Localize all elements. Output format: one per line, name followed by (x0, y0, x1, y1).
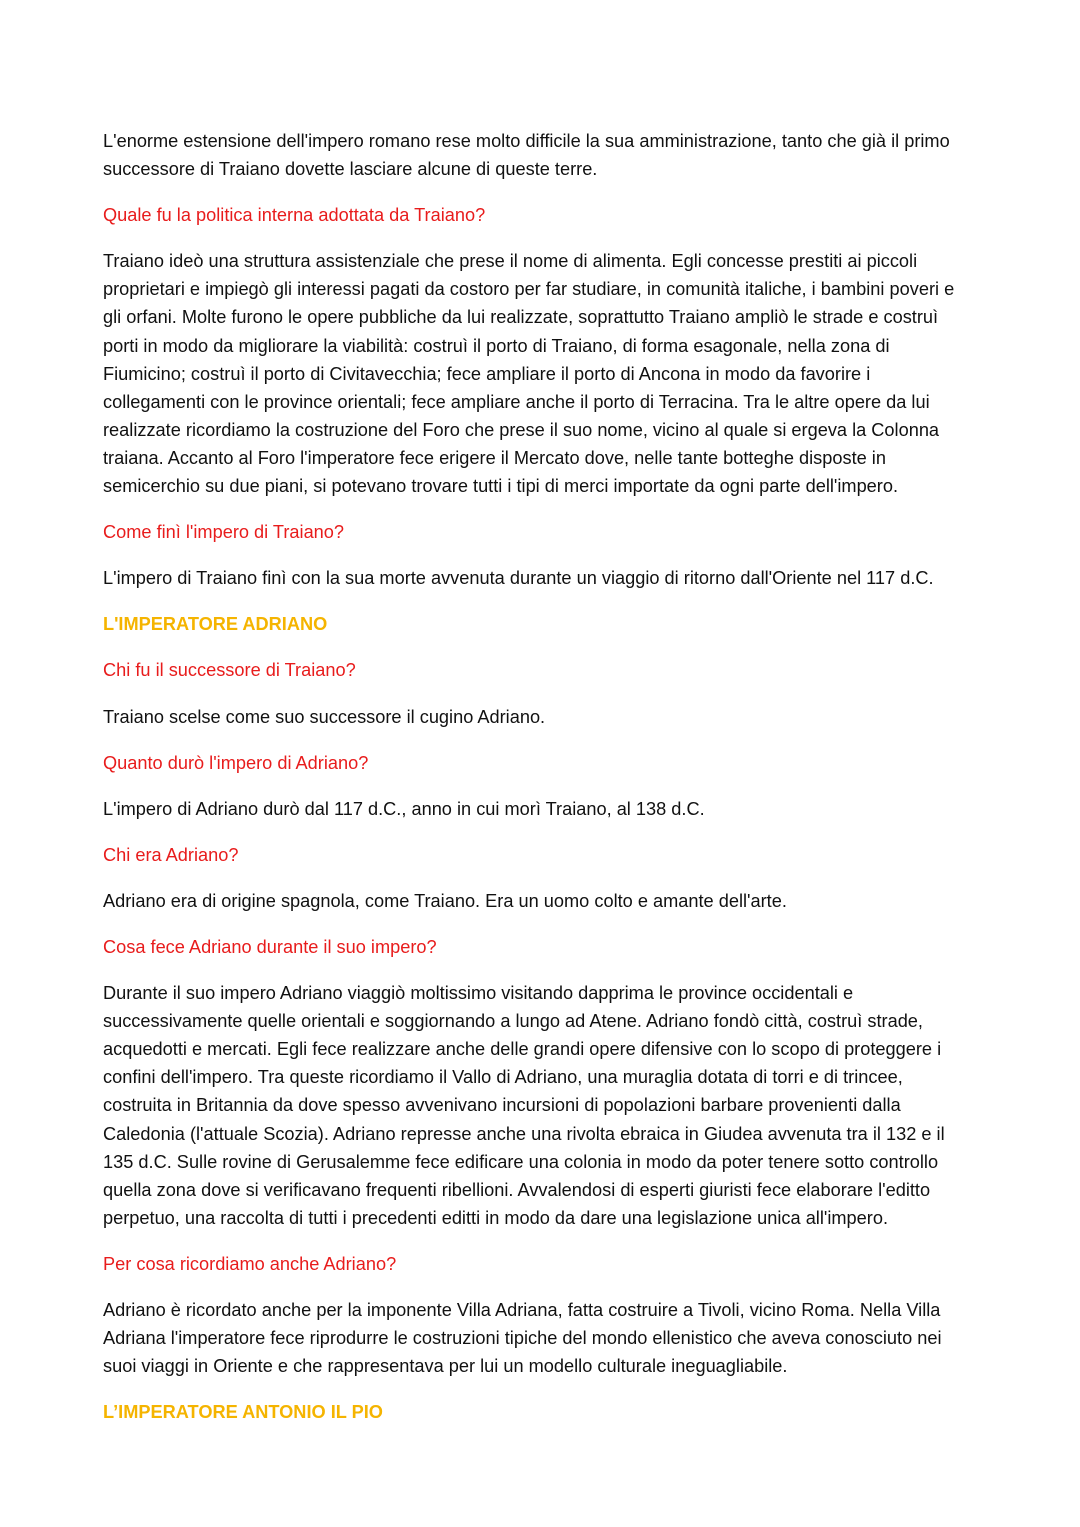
question-traiano-end: Come finì l'impero di Traiano? (103, 522, 345, 543)
paragraph-traiano-end: L'impero di Traiano finì con la sua morte avvenuta durante un viaggio di ritorno dall'Oriente nel 117 d.C. (103, 568, 934, 589)
paragraph-empire-administration: L'enorme estensione dell'impero romano rese molto difficile la sua amministrazione, tanto che già il primo successore di Traiano dovette lasciare alcune di queste terre. (103, 131, 950, 180)
paragraph-traiano-successor: Traiano scelse come suo successore il cugino Adriano. (103, 706, 546, 727)
question-who-was-adriano: Chi era Adriano? (103, 844, 239, 865)
document-page (103, 127, 983, 1444)
question-traiano-successor: Chi fu il successore di Traiano? (103, 660, 356, 681)
paragraph-adriano-deeds: Durante il suo impero Adriano viaggiò moltissimo visitando dapprima le province occidentali e successivamente quelle orientali e soggiornando a lungo ad Atene. Adriano fondò città, costruì strade, acquedotti e mercati. Egli fece realizzare anche delle grandi opere difensive con lo scopo di proteggere i confini dell'impero. Tra queste ricordiamo il Vallo di Adriano, una muraglia dotata di torri e di trincee, costruita in Britannia da dove spesso avvenivano incursioni di popolazioni barbare provenienti dalla Caledonia (l'attuale Scozia). Adriano represse anche una rivolta ebraica in Giudea avvenuta tra il 132 e il 135 d.C. Sulle rovine di Gerusalemme fece edificare una colonia in modo da poter tenere sotto controllo quella zona dove si verificavano frequenti ribellioni. Avvalendosi di esperti giuristi fece elaborare l'editto perpetuo, una raccolta di tutti i precedenti editti in modo da dare una legislazione unica all'impero. (103, 983, 945, 1228)
section-heading-antonio-pio: L’IMPERATORE ANTONIO IL PIO (103, 1402, 383, 1423)
question-adriano-remembered: Per cosa ricordiamo anche Adriano? (103, 1253, 397, 1274)
paragraph-who-was-adriano: Adriano era di origine spagnola, come Traiano. Era un uomo colto e amante dell'arte. (103, 890, 787, 911)
question-traiano-internal-policy: Quale fu la politica interna adottata da Traiano? (103, 205, 486, 226)
question-adriano-duration: Quanto durò l'impero di Adriano? (103, 752, 369, 773)
paragraph-adriano-duration: L'impero di Adriano durò dal 117 d.C., anno in cui morì Traiano, al 138 d.C. (103, 798, 705, 819)
section-heading-adriano: L'IMPERATORE ADRIANO (103, 614, 328, 635)
paragraph-traiano-policy: Traiano ideò una struttura assistenziale che prese il nome di alimenta. Egli concesse prestiti ai piccoli proprietari e impiegò gli interessi pagati da costoro per far studiare, in comunità italiche, i bambini poveri e gli orfani. Molte furono le opere pubbliche da lui realizzate, soprattutto Traiano ampliò le strade e costruì porti in modo da migliorare la viabilità: costruì il porto di Traiano, di forma esagonale, nella zona di Fiumicino; costruì il porto di Civitavecchia; fece ampliare il porto di Ancona in modo da favorire i collegamenti con le province orientali; fece ampliare anche il porto di Terracina. Tra le altre opere da lui realizzate ricordiamo la costruzione del Foro che prese il suo nome, vicino al quale si ergeva la Colonna traiana. Accanto al Foro l'imperatore fece erigere il Mercato dove, nelle tante botteghe disposte in semicerchio su due piani, si potevano trovare tutti i tipi di merci importate da ogni parte dell'impero. (103, 251, 955, 497)
paragraph-adriano-remembered: Adriano è ricordato anche per la imponente Villa Adriana, fatta costruire a Tivoli, vicino Roma. Nella Villa Adriana l'imperatore fece riprodurre le costruzioni tipiche del mondo ellenistico che aveva conosciuto nei suoi viaggi in Oriente e che rappresentava per lui un modello culturale ineguagliabile. (103, 1300, 942, 1377)
question-adriano-deeds: Cosa fece Adriano durante il suo impero? (103, 936, 437, 957)
